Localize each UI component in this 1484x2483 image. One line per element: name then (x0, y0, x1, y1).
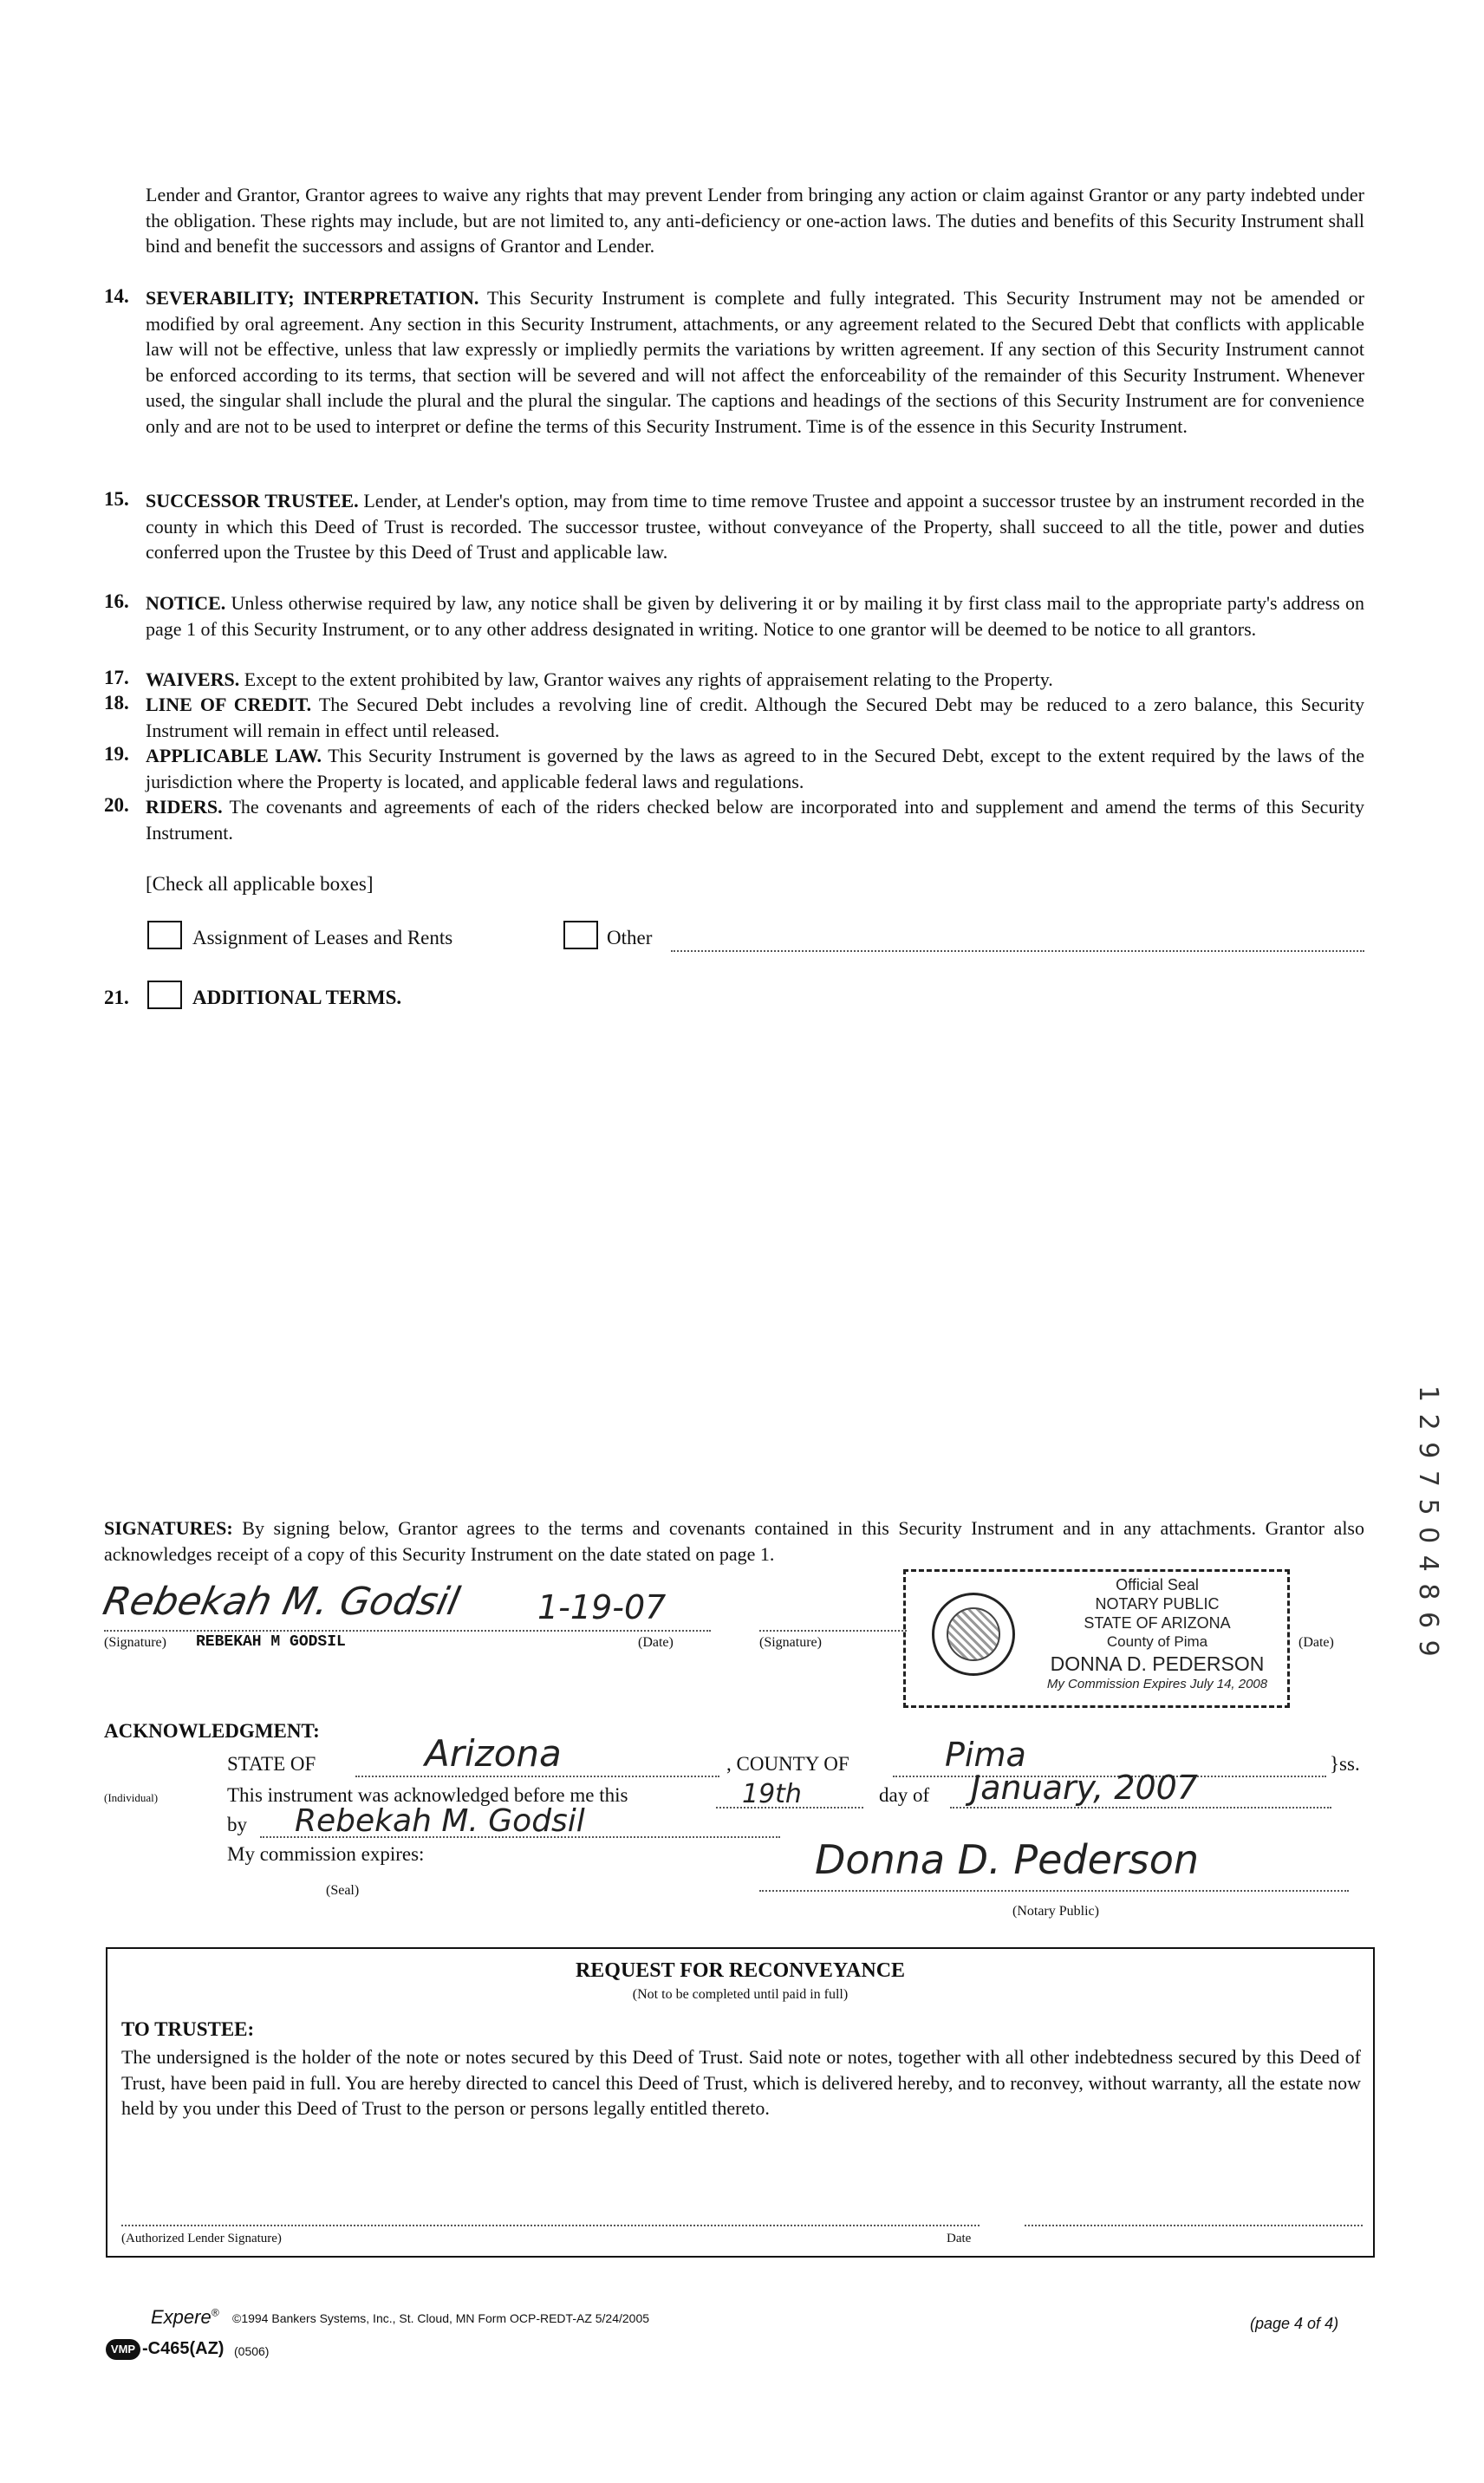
lender-sig-label: (Authorized Lender Signature) (121, 2232, 282, 2245)
grantor-signature-date: 1-19-07 (537, 1588, 667, 1626)
sig-label-2: (Signature) (759, 1635, 822, 1650)
section-17 (146, 667, 1364, 693)
seal-line-5: DONNA D. PEDERSON (1050, 1652, 1265, 1675)
section-17-title: WAIVERS. (146, 668, 240, 690)
section-14-title: SEVERABILITY; INTERPRETATION. (146, 287, 479, 309)
notary-label: (Notary Public) (1012, 1904, 1099, 1919)
county-value: Pima (945, 1736, 1026, 1774)
state-value: Arizona (425, 1732, 562, 1775)
lender-date-line[interactable] (1025, 2225, 1363, 2226)
by-label: by (227, 1814, 247, 1835)
other-checkbox[interactable] (563, 921, 598, 949)
sig-line-1 (104, 1630, 711, 1632)
notary-seal-stamp (903, 1569, 1290, 1708)
section-20 (146, 794, 1364, 845)
brand: Expere (151, 2306, 212, 2328)
vmp-text: VMP (110, 2343, 136, 2356)
lender-sig-line[interactable] (121, 2225, 980, 2226)
section-19 (146, 743, 1364, 794)
date-label-2: (Date) (1298, 1635, 1334, 1650)
section-20-title: RIDERS. (146, 796, 223, 818)
to-trustee: TO TRUSTEE: (121, 2018, 255, 2040)
signatures-title: SIGNATURES: (104, 1517, 233, 1539)
seal-text (1027, 1575, 1287, 1693)
signatures-text: By signing below, Grantor agrees to the terms and covenants contained in this Security Instrument and in any attachments. Grantor also acknowledges receipt of a copy of this Security Instrument on the date stated on page 1. (104, 1517, 1364, 1565)
section-17-body: Except to the extent prohibited by law, Grantor waives any rights of appraisement relating to the Property. (239, 668, 1053, 690)
assignment-checkbox[interactable] (147, 921, 182, 949)
section-15-title: SUCCESSOR TRUSTEE. (146, 490, 359, 512)
seal-label: (Seal) (326, 1883, 360, 1898)
reconveyance-subtitle: (Not to be completed until paid in full) (632, 1987, 849, 2002)
grantor-signature: Rebekah M. Godsil (99, 1580, 464, 1624)
seal-line-3: STATE OF ARIZONA (1084, 1614, 1231, 1632)
day-value: 19th (742, 1779, 802, 1809)
section-21-number: 21. (104, 987, 129, 1008)
state-line (355, 1776, 719, 1777)
notary-line (759, 1890, 1349, 1892)
signatures-paragraph (104, 1515, 1364, 1567)
commission-label: My commission expires: (227, 1843, 425, 1865)
section-16-body: Unless otherwise required by law, any notice shall be given by delivering it or by mailing it by first class mail to the appropriate party's address on page 1 of this Security Instrument, or to any other address designated in writing. Notice to one grantor will be deemed to be notice to all grantors. (146, 592, 1364, 640)
section-18-title: LINE OF CREDIT. (146, 694, 312, 715)
section-19-body: This Security Instrument is governed by the laws as agreed to in the Secured Debt, except to the extent required by the laws of the jurisdiction where the Property is located, and applicable federal laws and regulations. (146, 745, 1364, 792)
seal-emblem (932, 1593, 1015, 1676)
other-label: Other (607, 927, 653, 948)
seal-line-6: My Commission Expires July 14, 2008 (1046, 1677, 1268, 1691)
seal-line-2: NOTARY PUBLIC (1095, 1595, 1220, 1613)
sig-line-2 (759, 1630, 907, 1632)
section-19-number: 19. (104, 743, 129, 765)
individual-label: (Individual) (104, 1791, 159, 1804)
seal-line-1: Official Seal (1116, 1576, 1199, 1593)
section-19-title: APPLICABLE LAW. (146, 745, 322, 766)
intro-paragraph: Lender and Grantor, Grantor agrees to waive any rights that may prevent Lender from bringing any action or claim against Grantor or any party indebted under the obligation. These rights may include, but are not limited to, any anti-deficiency or one-action laws. The duties and benefits of this Security Instrument shall bind and benefit the successors and assigns of Grantor and Lender. (146, 184, 1364, 257)
section-18-body: The Secured Debt includes a revolving line of credit. Although the Secured Debt may be reduced to a zero balance, this Security Instrument will remain in effect until released. (146, 694, 1364, 741)
section-18 (146, 692, 1364, 743)
section-15-number: 15. (104, 488, 129, 510)
notary-signature: Donna D. Pederson (815, 1836, 1200, 1883)
section-20-number: 20. (104, 794, 129, 816)
day-of-label: day of (879, 1784, 930, 1806)
sig-label-1: (Signature) (104, 1635, 166, 1650)
ss-label: }ss. (1330, 1753, 1360, 1775)
section-17-number: 17. (104, 667, 129, 688)
vmp-logo (106, 2339, 140, 2360)
section-16-number: 16. (104, 590, 129, 612)
reconveyance-title: REQUEST FOR RECONVEYANCE (575, 1959, 906, 1982)
section-20-body: The covenants and agreements of each of the riders checked below are incorporated into and supplement and amend the terms of this Security Instrument. (146, 796, 1364, 844)
lender-date-label: Date (947, 2232, 972, 2245)
form-rev: (0506) (234, 2344, 270, 2358)
form-code: -C465(AZ) (142, 2339, 225, 2358)
section-15-body: Lender, at Lender's option, may from time to time remove Trustee and appoint a successor trustee by an instrument recorded in the county in which this Deed of Trust is recorded. The successor trustee, without conveyance of the Property, shall succeed to all the title, power and duties conferred upon the Trustee by this Deed of Trust and applicable law. (146, 490, 1364, 563)
county-label: , COUNTY OF (726, 1753, 849, 1775)
section-14-body: This Security Instrument is complete and fully integrated. This Security Instrument may not be amended or modified by oral agreement. Any section in this Security Instrument, attachments, or any agreement related to the Secured Debt that conflicts with applicable law will not be effective, unless that law expressly or impliedly permits the variations by written agreement. If any section of this Security Instrument cannot be enforced according to its terms, that section will be severed and will not affect the enforceability of the remainder of this Security Instrument. Whenever used, the singular shall include the plural and the plural the singular. The captions and headings of the sections of this Security Instrument are for convenience only and are not to be used to interpret or define the terms of this Security Instrument. Time is of the essence in this Security Instrument. (146, 287, 1364, 437)
recording-number: 1 2 9 7 5 0 4 8 6 9 (1413, 1385, 1443, 1659)
seal-inner-icon (947, 1607, 1000, 1661)
state-label: STATE OF (227, 1753, 316, 1775)
section-14 (146, 285, 1364, 439)
section-18-number: 18. (104, 692, 129, 714)
date-label-1: (Date) (638, 1635, 674, 1650)
acknowledgment-title: ACKNOWLEDGMENT: (104, 1720, 320, 1742)
seal-line-4: County of Pima (1106, 1633, 1208, 1650)
assignment-label: Assignment of Leases and Rents (192, 927, 453, 948)
section-15 (146, 488, 1364, 565)
by-value: Rebekah M. Godsil (295, 1803, 585, 1839)
section-16-title: NOTICE. (146, 592, 226, 614)
signer-name: REBEKAH M GODSIL (196, 1633, 346, 1651)
additional-terms-title: ADDITIONAL TERMS. (192, 987, 402, 1008)
copyright: ©1994 Bankers Systems, Inc., St. Cloud, MN Form OCP-REDT-AZ 5/24/2005 (232, 2311, 650, 2325)
expere-logo: Expere® (151, 2306, 219, 2328)
section-16 (146, 590, 1364, 642)
page-number: (page 4 of 4) (1250, 2315, 1339, 2332)
ack-text: This instrument was acknowledged before me this (227, 1784, 628, 1806)
check-instruction: [Check all applicable boxes] (146, 873, 374, 895)
month-value: January, 2007 (971, 1769, 1198, 1807)
reconveyance-body: The undersigned is the holder of the note or notes secured by this Deed of Trust. Said note or notes, together with all other indebtedness secured by this Deed of Trust, have been paid in full. You are hereby directed to cancel this Deed of Trust, which is delivered hereby, and to reconvey, without warranty, all the estate now held by you under this Deed of Trust to the person or persons legally entitled thereto. (121, 2046, 1361, 2119)
other-line[interactable] (671, 950, 1364, 952)
reconveyance-box (106, 1947, 1375, 2258)
month-line (950, 1807, 1331, 1808)
section-14-number: 14. (104, 285, 129, 307)
additional-terms-checkbox[interactable] (147, 981, 182, 1009)
